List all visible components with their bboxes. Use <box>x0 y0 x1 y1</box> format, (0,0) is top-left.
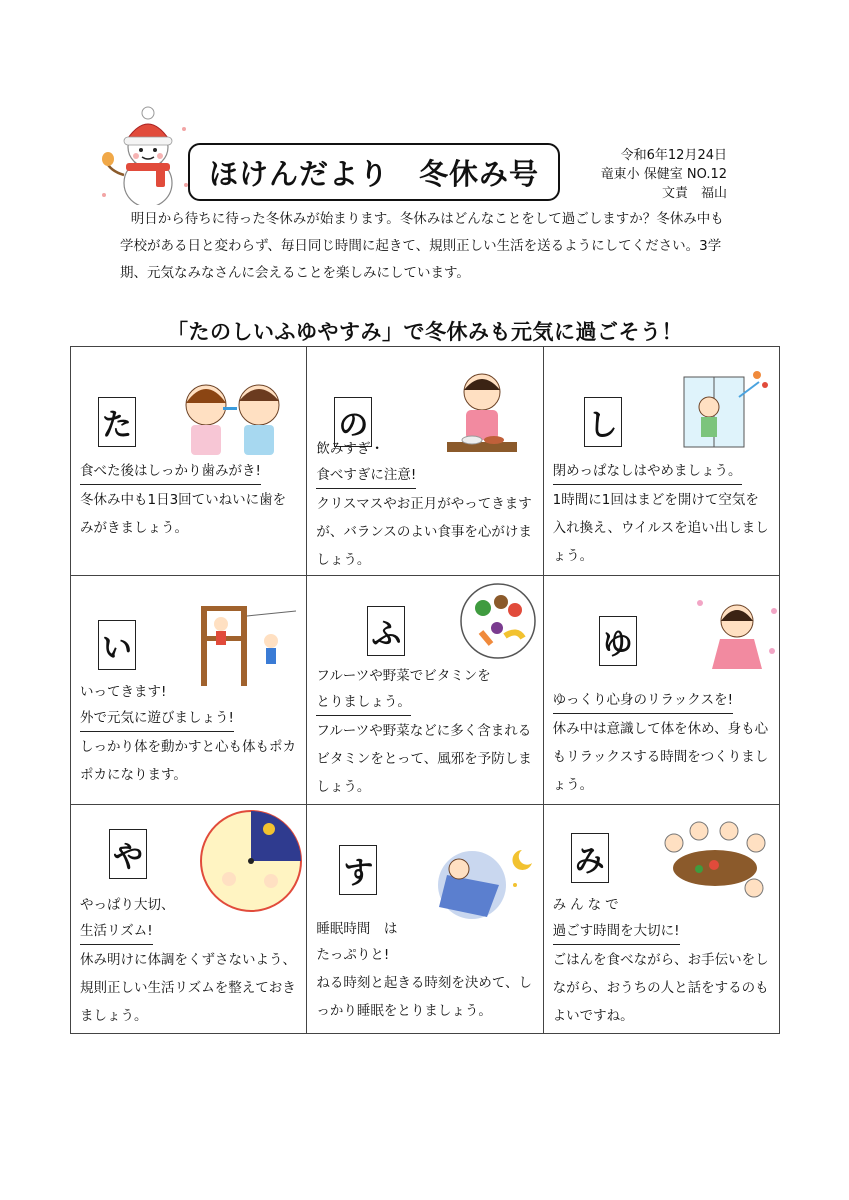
tip-heading: 食べた後はしっかり歯みがき! <box>80 459 261 485</box>
tip-heading: とりましょう。 <box>316 690 411 716</box>
tip-body: 休み中は意識して体を休め、身も心もリラックスする時間をつくりましょう。 <box>552 721 769 793</box>
tip-text <box>80 893 298 1030</box>
tip-letter: の <box>334 397 372 447</box>
snowman-illustration <box>96 105 194 205</box>
opening-window-illustration <box>679 367 769 452</box>
tip-heading: いってきます! <box>80 684 167 700</box>
tip-heading: やっぱり大切、 <box>80 897 175 913</box>
tip-heading: 生活リズム! <box>80 919 153 945</box>
tip-cell-fu <box>307 576 543 805</box>
tip-letter: ゆ <box>599 616 637 666</box>
tip-body: 休み明けに体調をくずさないよう、規則正しい生活リズムを整えておきましょう。 <box>80 952 296 1024</box>
fruits-vegetables-illustration <box>459 582 537 660</box>
tip-heading: みんなで <box>552 897 623 913</box>
tip-text <box>316 917 534 1025</box>
playground-illustration <box>181 596 301 686</box>
tip-heading: たっぷりと! <box>316 947 390 963</box>
relaxing-girl-illustration <box>692 591 780 676</box>
tip-cell-no <box>307 347 543 576</box>
issue-date: 令和6年12月24日 <box>620 148 727 163</box>
school-office: 竜東小 保健室 NO.12 <box>600 167 727 182</box>
brushing-teeth-illustration <box>171 375 291 457</box>
tip-text <box>553 459 771 570</box>
tip-cell-shi <box>544 347 780 576</box>
tip-letter: た <box>98 397 136 447</box>
tip-heading: 外で元気に遊びましょう! <box>80 706 234 732</box>
sleeping-child-illustration <box>427 845 537 920</box>
tip-letter: し <box>584 397 622 447</box>
tip-cell-mi <box>544 805 780 1034</box>
author: 文責 福山 <box>661 186 727 201</box>
tips-grid <box>70 346 780 1034</box>
newsletter-title: ほけんだより 冬休み号 <box>188 143 560 201</box>
tip-cell-ya <box>71 805 307 1034</box>
tip-heading: 睡眠時間 は <box>316 921 398 937</box>
tip-text <box>316 437 534 574</box>
tip-heading: ゆっくり心身のリラックスを! <box>553 688 733 714</box>
tip-body: クリスマスやお正月がやってきますが、バランスのよい食事を心がけましょう。 <box>316 496 532 568</box>
tip-body: しっかり体を動かすと心も体もポカポカになります。 <box>80 739 296 783</box>
tip-heading: フルーツや野菜でビタミンを <box>316 668 491 684</box>
tip-text <box>553 893 771 1030</box>
tip-letter: や <box>109 829 147 879</box>
tip-body: 1時間に1回はまどを開けて空気を入れ換え、ウイルスを追い出しましょう。 <box>552 492 769 564</box>
tip-text <box>80 459 298 542</box>
headline: 「たのしいふゆやすみ」で冬休みも元気に過ごそう！ <box>167 320 683 344</box>
tip-text <box>553 688 771 799</box>
intro-paragraph: 明日から待ちに待った冬休みが始まります。冬休みはどんなことをして過ごしますか？冬休み中も学校がある日と変わらず、毎日同じ時間に起きて、規則正しい生活を送るようにしてください。3学期、元気なみなさんに会えることを楽しみにしています。 <box>120 211 724 281</box>
tip-cell-ta <box>71 347 307 576</box>
tip-cell-yu <box>544 576 780 805</box>
tip-text <box>80 680 298 789</box>
tip-heading: 飲みすぎ・ <box>316 441 384 457</box>
tip-letter: み <box>571 833 609 883</box>
tip-letter: ふ <box>367 606 405 656</box>
tip-cell-i <box>71 576 307 805</box>
tip-heading: 過ごす時間を大切に! <box>553 919 680 945</box>
tip-body: ねる時刻と起きる時刻を決めて、しっかり睡眠をとりましょう。 <box>316 975 533 1019</box>
tip-heading: 閉めっぱなしはやめましょう。 <box>553 459 742 485</box>
tip-body: フルーツや野菜などに多く含まれるビタミンをとって、風邪を予防しましょう。 <box>316 723 532 795</box>
family-dinner-illustration <box>654 813 776 903</box>
tip-body: 冬休み中も1日3回ていねいに歯をみがきましょう。 <box>80 492 287 536</box>
tip-body: ごはんを食べながら、お手伝いをしながら、おうちの人と話をするのもよいですね。 <box>552 952 769 1024</box>
tip-letter: す <box>339 845 377 895</box>
tip-heading: 食べすぎに注意! <box>316 463 416 489</box>
tip-text <box>316 664 534 801</box>
tip-letter: い <box>98 620 136 670</box>
tip-cell-su <box>307 805 543 1034</box>
issue-info <box>601 146 727 203</box>
